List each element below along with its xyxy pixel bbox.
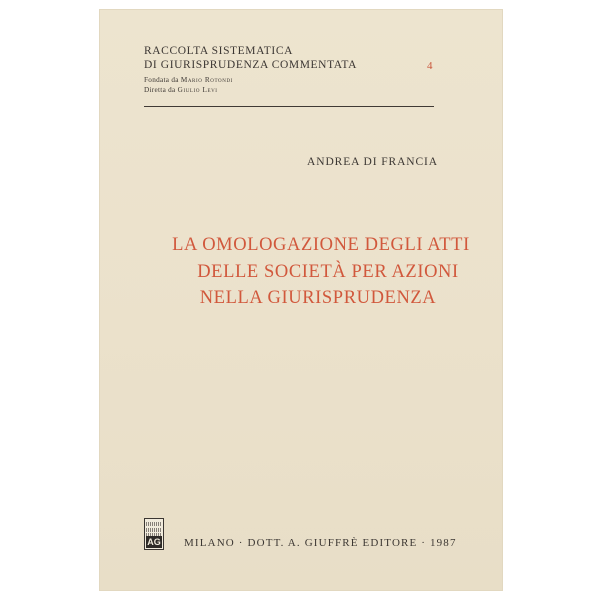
founder-name: Mario Rotondi [180, 76, 233, 84]
series-director [144, 85, 440, 95]
director-prefix: Diretta da [144, 86, 176, 94]
director-name: Giulio Levi [177, 86, 218, 94]
book-cover [100, 10, 502, 590]
book-title-line2: DELLE SOCIETÀ PER AZIONI [197, 261, 459, 282]
series-founder [144, 75, 440, 85]
founder-prefix: Fondata da [144, 76, 179, 84]
book-title-line1: LA OMOLOGAZIONE DEGLI ATTI [172, 235, 470, 255]
series-number: 4 [427, 60, 433, 72]
book-title [100, 232, 502, 312]
book-title-line3: NELLA GIURISPRUDENZA [199, 288, 437, 308]
publisher-logo-icon [144, 518, 164, 550]
author-name: ANDREA DI FRANCIA [307, 156, 438, 168]
publisher-logo-text: AG [147, 537, 161, 547]
series-title-line2: DI GIURISPRUDENZA COMMENTATA [144, 59, 358, 71]
header-divider [144, 106, 434, 107]
series-title-line1: RACCOLTA SISTEMATICA [144, 45, 293, 57]
publisher-imprint: MILANO · DOTT. A. GIUFFRÈ EDITORE · 1987 [184, 537, 457, 549]
series-block [144, 44, 440, 95]
